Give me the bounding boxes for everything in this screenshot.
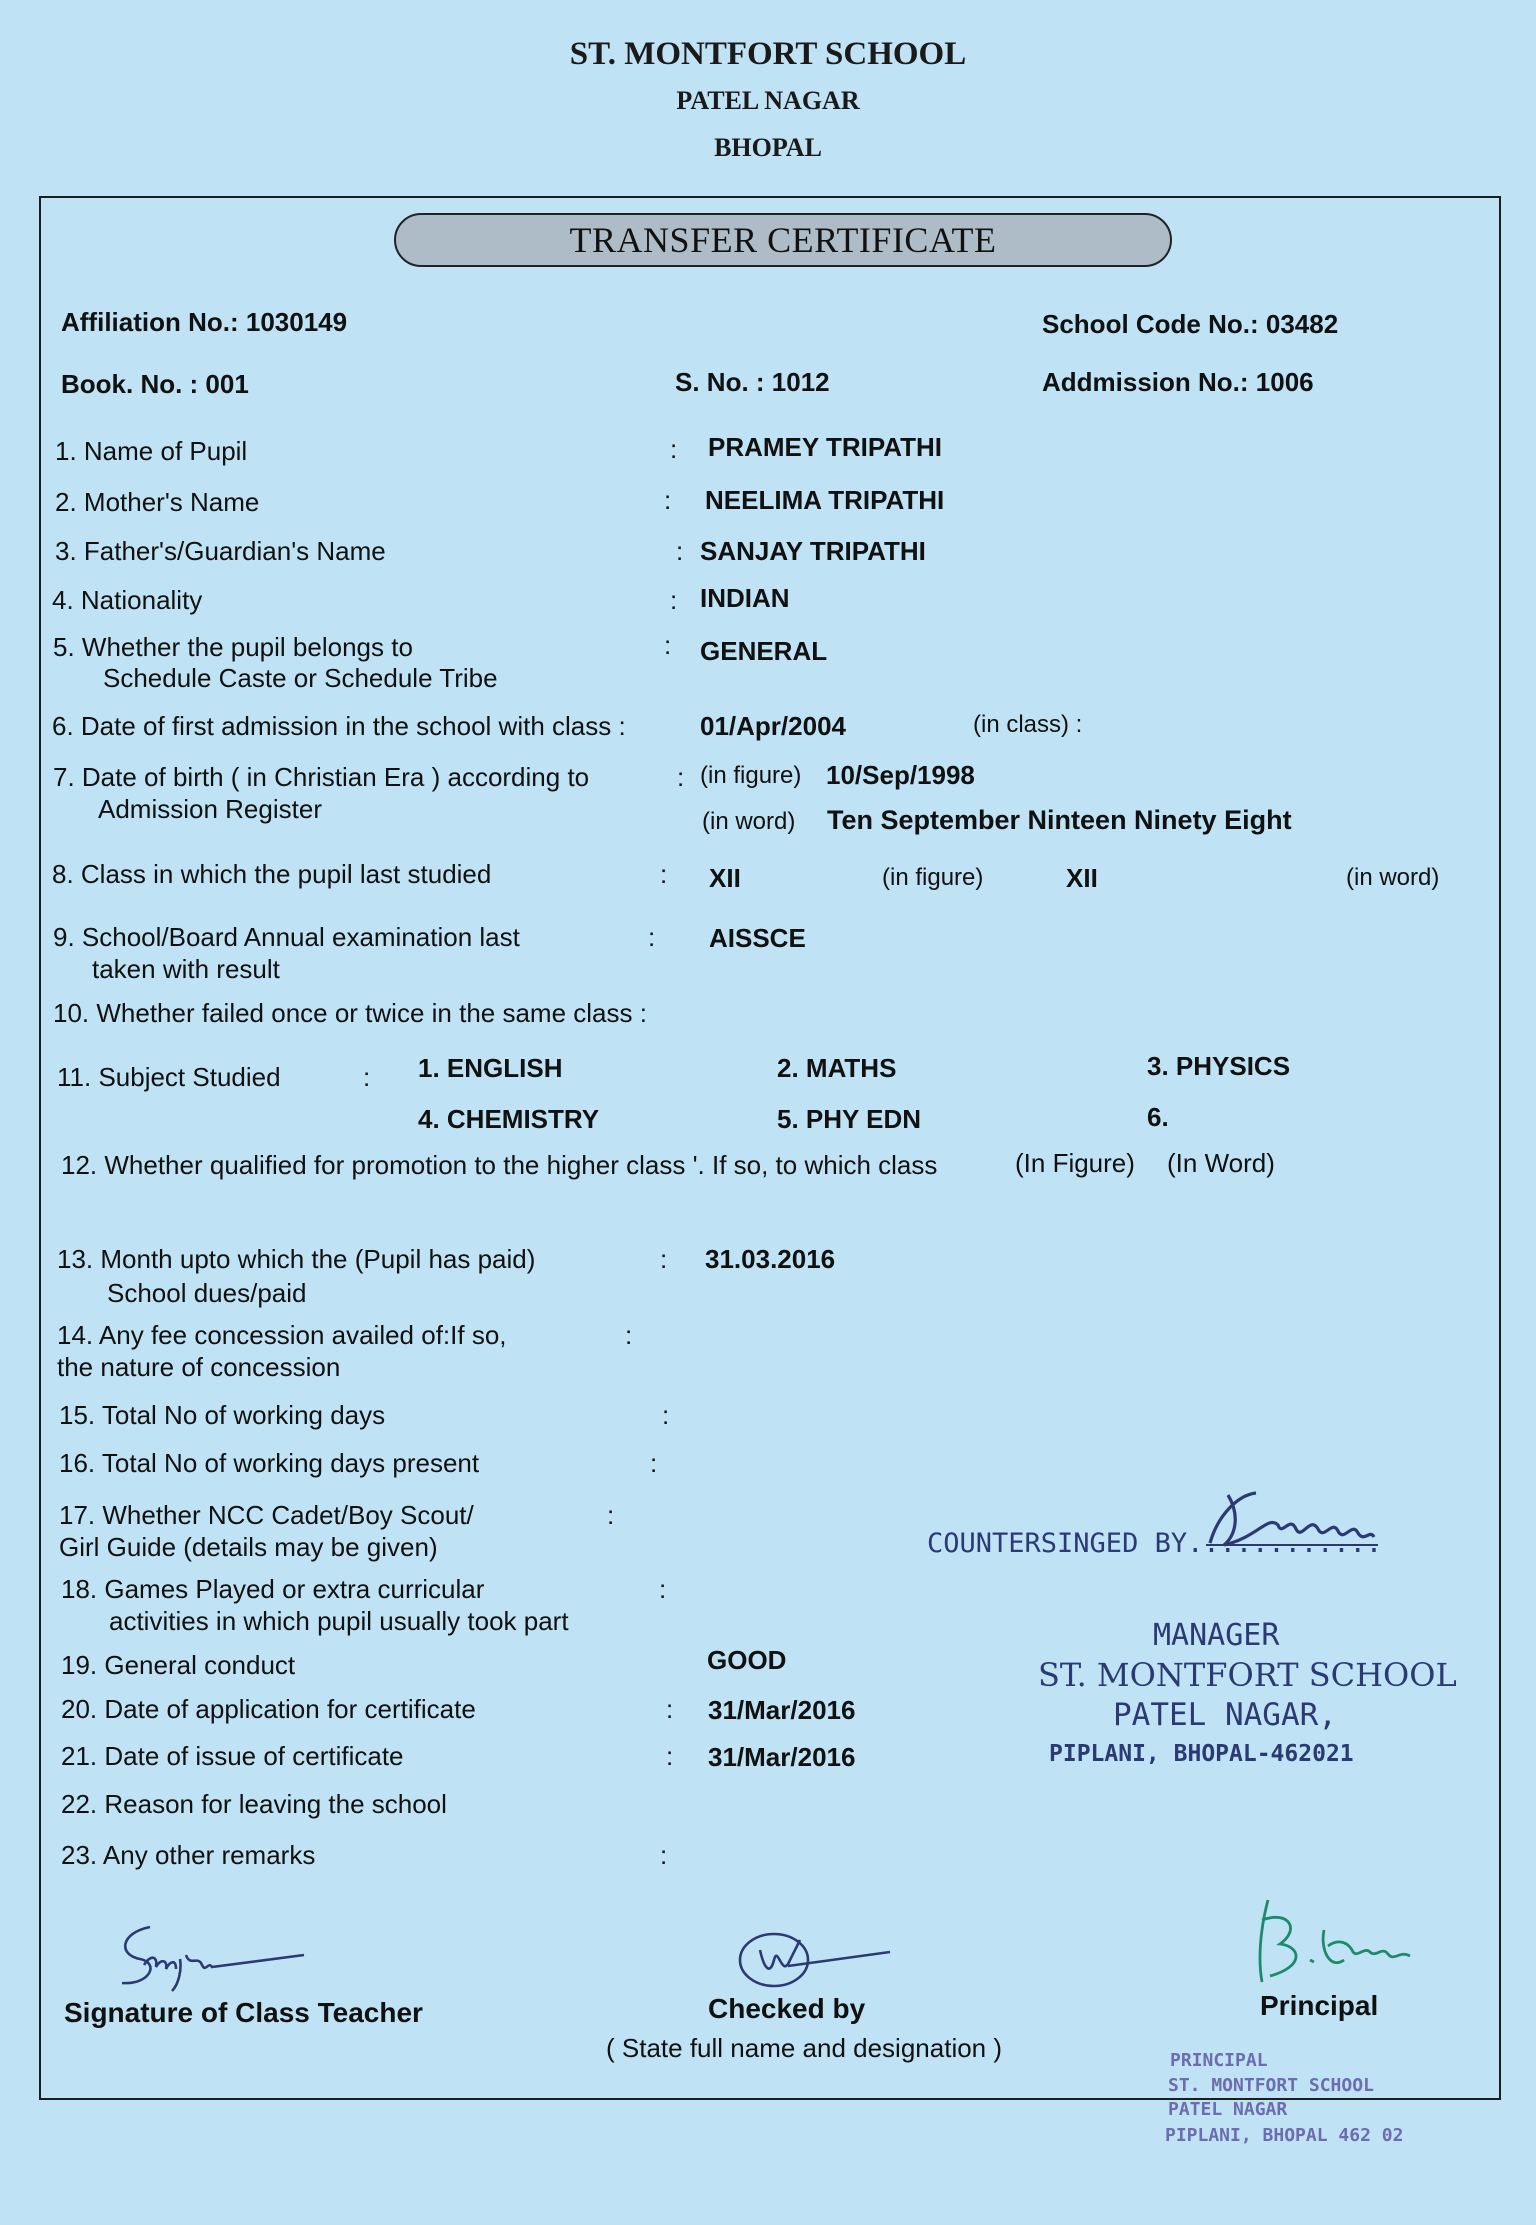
conduct-value: GOOD <box>707 1645 787 1675</box>
checked-by-label: Checked by <box>708 1993 866 2024</box>
subject-item: 4. CHEMISTRY <box>418 1104 600 1134</box>
school-code: School Code No.: 03482 <box>1042 309 1339 339</box>
book-no: Book. No. : 001 <box>61 369 249 399</box>
principal-signature <box>1240 1890 1420 1990</box>
field-label-dob-line2: Admission Register <box>98 794 322 824</box>
manager-stamp-area: PATEL NAGAR, <box>1113 1697 1337 1733</box>
manager-stamp-address: PIPLANI, BHOPAL-462021 <box>1049 1741 1354 1767</box>
pupil-name-value: PRAMEY TRIPATHI <box>708 432 943 462</box>
field-label-mother-name: 2. Mother's Name <box>55 487 260 517</box>
colon: : <box>677 762 685 792</box>
admission-no: Addmission No.: 1006 <box>1042 367 1314 397</box>
field-label-remarks: 23. Any other remarks <box>61 1840 316 1870</box>
field-label-dues-line2: School dues/paid <box>107 1278 307 1308</box>
last-class-word-value: XII <box>1066 863 1098 893</box>
last-class-figure-label: (in figure) <box>882 864 984 891</box>
dob-word-label: (in word) <box>702 808 796 835</box>
field-label-games: 18. Games Played or extra curricular <box>61 1574 485 1604</box>
dob-figure-value: 10/Sep/1998 <box>826 760 975 790</box>
affiliation-no: Affiliation No.: 1030149 <box>61 307 348 337</box>
principal-stamp-area: PATEL NAGAR <box>1168 2099 1288 2120</box>
promotion-figure-label: (In Figure) <box>1015 1148 1135 1178</box>
field-label-reason: 22. Reason for leaving the school <box>61 1789 447 1819</box>
field-label-ncc-line2: Girl Guide (details may be given) <box>59 1532 438 1562</box>
colon: : <box>625 1320 633 1350</box>
father-name-value: SANJAY TRIPATHI <box>700 536 926 566</box>
first-admission-value: 01/Apr/2004 <box>700 711 846 741</box>
class-teacher-label: Signature of Class Teacher <box>64 1997 423 2028</box>
school-city: BHOPAL <box>714 133 822 162</box>
field-label-dob: 7. Date of birth ( in Christian Era ) according to <box>53 762 590 792</box>
manager-stamp-school: ST. MONTFORT SCHOOL <box>1038 1656 1457 1694</box>
colon: : <box>662 1400 670 1430</box>
colon: : <box>666 1741 674 1771</box>
checked-by-note: ( State full name and designation ) <box>606 2033 1003 2063</box>
issue-date-value: 31/Mar/2016 <box>708 1742 856 1772</box>
principal-label: Principal <box>1260 1990 1379 2021</box>
field-label-days-present: 16. Total No of working days present <box>59 1448 480 1478</box>
colon: : <box>660 1840 668 1870</box>
field-label-games-line2: activities in which pupil usually took part <box>109 1606 569 1636</box>
field-label-father-name: 3. Father's/Guardian's Name <box>55 536 386 566</box>
field-label-concession-line2: the nature of concession <box>57 1352 341 1382</box>
first-admission-class-label: (in class) : <box>973 711 1083 738</box>
colon: : <box>660 859 668 889</box>
colon: : <box>650 1448 658 1478</box>
exam-value: AISSCE <box>709 923 806 953</box>
colon: : <box>607 1500 615 1530</box>
countersigned-label: COUNTERSINGED BY............ <box>927 1528 1383 1559</box>
field-label-exam: 9. School/Board Annual examination last <box>53 922 520 952</box>
field-label-dues: 13. Month upto which the (Pupil has paid) <box>57 1244 536 1274</box>
principal-stamp-address: PIPLANI, BHOPAL 462 02 <box>1165 2125 1404 2146</box>
field-label-last-class: 8. Class in which the pupil last studied <box>52 859 492 889</box>
field-label-pupil-name: 1. Name of Pupil <box>55 436 248 466</box>
field-label-ncc: 17. Whether NCC Cadet/Boy Scout/ <box>59 1500 474 1530</box>
subject-item: 6. <box>1147 1102 1169 1132</box>
field-label-first-admission: 6. Date of first admission in the school with class : <box>52 711 626 741</box>
subject-item: 3. PHYSICS <box>1147 1051 1291 1081</box>
school-name: ST. MONTFORT SCHOOL <box>569 36 967 72</box>
field-label-caste-line2: Schedule Caste or Schedule Tribe <box>103 663 498 693</box>
application-date-value: 31/Mar/2016 <box>708 1695 856 1725</box>
colon: : <box>659 1574 667 1604</box>
subject-item: 2. MATHS <box>777 1053 897 1083</box>
field-label-caste: 5. Whether the pupil belongs to <box>53 632 413 662</box>
field-label-concession: 14. Any fee concession availed of:If so, <box>57 1320 507 1350</box>
colon: : <box>664 485 672 515</box>
field-label-application-date: 20. Date of application for certificate <box>61 1694 476 1724</box>
colon: : <box>648 922 656 952</box>
colon: : <box>660 1244 668 1274</box>
colon: : <box>363 1062 371 1092</box>
certificate-title: TRANSFER CERTIFICATE <box>394 213 1172 267</box>
checker-signature <box>730 1920 900 2000</box>
principal-stamp-school: ST. MONTFORT SCHOOL <box>1168 2075 1374 2096</box>
subject-item: 1. ENGLISH <box>418 1053 563 1083</box>
school-area: PATEL NAGAR <box>676 86 860 115</box>
field-label-subjects: 11. Subject Studied <box>57 1062 281 1092</box>
manager-stamp-title: MANAGER <box>1153 1618 1280 1653</box>
caste-value: GENERAL <box>700 636 828 666</box>
colon: : <box>676 536 684 566</box>
dob-figure-label: (in figure) <box>700 762 802 789</box>
manager-signature <box>1198 1485 1388 1555</box>
field-label-working-days: 15. Total No of working days <box>59 1400 386 1430</box>
field-label-conduct: 19. General conduct <box>61 1650 296 1680</box>
field-label-issue-date: 21. Date of issue of certificate <box>61 1741 404 1771</box>
field-label-promotion: 12. Whether qualified for promotion to the higher class '. If so, to which class <box>61 1150 938 1180</box>
dob-word-value: Ten September Ninteen Ninety Eight <box>827 805 1292 835</box>
field-label-failed: 10. Whether failed once or twice in the same class : <box>53 998 647 1028</box>
class-teacher-signature <box>110 1915 310 1995</box>
subject-item: 5. PHY EDN <box>777 1104 922 1134</box>
last-class-word-label: (in word) <box>1346 864 1440 891</box>
promotion-word-label: (In Word) <box>1167 1148 1275 1178</box>
colon: : <box>664 630 672 660</box>
field-label-nationality: 4. Nationality <box>52 585 203 615</box>
serial-no: S. No. : 1012 <box>675 367 830 397</box>
mother-name-value: NEELIMA TRIPATHI <box>705 485 945 515</box>
dues-value: 31.03.2016 <box>705 1244 836 1274</box>
colon: : <box>670 585 678 615</box>
field-label-exam-line2: taken with result <box>92 954 280 984</box>
colon: : <box>670 434 678 464</box>
nationality-value: INDIAN <box>700 583 790 613</box>
last-class-figure-value: XII <box>709 863 741 893</box>
principal-stamp-title: PRINCIPAL <box>1170 2050 1268 2071</box>
colon: : <box>666 1694 674 1724</box>
